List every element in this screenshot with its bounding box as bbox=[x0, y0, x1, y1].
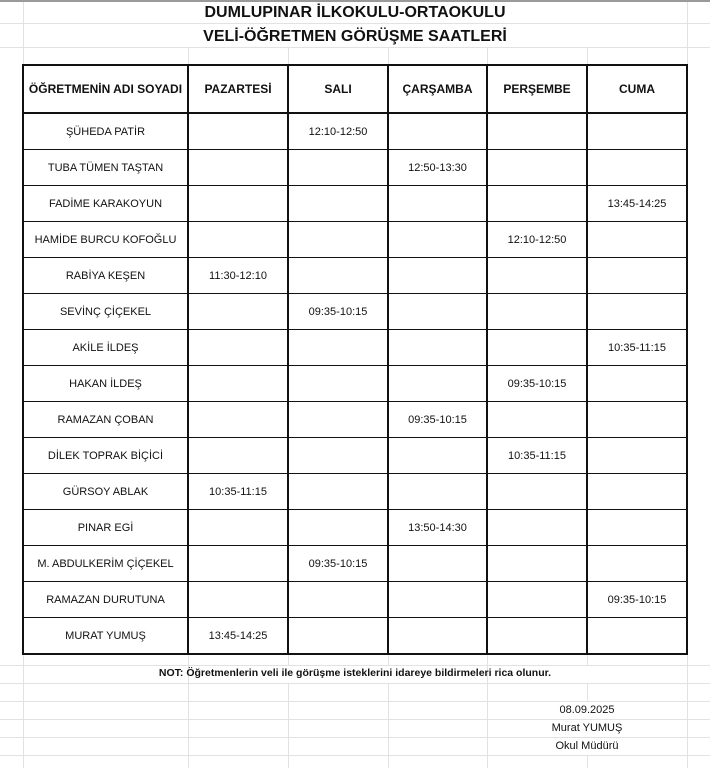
table-row bbox=[23, 113, 687, 150]
gridline bbox=[288, 47, 289, 65]
monday-cell bbox=[188, 438, 288, 474]
tuesday-cell bbox=[288, 510, 388, 546]
tuesday-cell bbox=[288, 402, 388, 438]
thursday-cell bbox=[487, 402, 587, 438]
table-row bbox=[23, 546, 687, 582]
thursday-cell bbox=[487, 330, 587, 366]
tuesday-cell bbox=[288, 186, 388, 222]
table-row bbox=[23, 618, 687, 655]
gridline bbox=[587, 47, 588, 65]
tuesday-cell bbox=[288, 474, 388, 510]
table-row bbox=[23, 294, 687, 330]
monday-cell: 10:35-11:15 bbox=[188, 474, 288, 510]
tuesday-cell: 12:10-12:50 bbox=[288, 113, 388, 150]
teacher-name-cell: ŞÜHEDA PATİR bbox=[23, 113, 188, 150]
friday-cell bbox=[587, 366, 687, 402]
teacher-name-cell: RAMAZAN ÇOBAN bbox=[23, 402, 188, 438]
thursday-cell bbox=[487, 294, 587, 330]
table-row bbox=[23, 258, 687, 294]
wednesday-cell bbox=[388, 186, 487, 222]
friday-cell bbox=[587, 402, 687, 438]
gridline bbox=[0, 719, 710, 720]
friday-cell: 09:35-10:15 bbox=[587, 582, 687, 618]
table-row bbox=[23, 186, 687, 222]
teacher-name-cell: MURAT YUMUŞ bbox=[23, 618, 188, 655]
thursday-cell bbox=[487, 546, 587, 582]
teacher-name-cell: DİLEK TOPRAK BİÇİCİ bbox=[23, 438, 188, 474]
teacher-name-cell: M. ABDULKERİM ÇİÇEKEL bbox=[23, 546, 188, 582]
gridline bbox=[487, 47, 488, 65]
friday-cell bbox=[587, 474, 687, 510]
table-row bbox=[23, 402, 687, 438]
note-text: NOT: Öğretmenlerin veli ile görüşme isteklerini idareye bildirmeleri rica olunur. bbox=[158, 667, 552, 679]
wednesday-cell bbox=[388, 294, 487, 330]
thursday-cell bbox=[487, 113, 587, 150]
monday-cell bbox=[188, 546, 288, 582]
tuesday-cell bbox=[288, 618, 388, 655]
teacher-name-cell: HAKAN İLDEŞ bbox=[23, 366, 188, 402]
monday-cell bbox=[188, 113, 288, 150]
monday-cell bbox=[188, 330, 288, 366]
gridline bbox=[388, 683, 389, 768]
friday-cell bbox=[587, 222, 687, 258]
tuesday-cell bbox=[288, 150, 388, 186]
tuesday-cell: 09:35-10:15 bbox=[288, 294, 388, 330]
top-border bbox=[0, 0, 710, 2]
wednesday-cell bbox=[388, 258, 487, 294]
column-header-wednesday: ÇARŞAMBA bbox=[388, 65, 487, 113]
thursday-cell: 09:35-10:15 bbox=[487, 366, 587, 402]
friday-cell bbox=[587, 258, 687, 294]
thursday-cell bbox=[487, 474, 587, 510]
wednesday-cell: 13:50-14:30 bbox=[388, 510, 487, 546]
thursday-cell bbox=[487, 150, 587, 186]
monday-cell: 11:30-12:10 bbox=[188, 258, 288, 294]
monday-cell bbox=[188, 582, 288, 618]
monday-cell bbox=[188, 294, 288, 330]
gridline bbox=[0, 701, 710, 702]
wednesday-cell bbox=[388, 546, 487, 582]
table-row bbox=[23, 582, 687, 618]
friday-cell bbox=[587, 294, 687, 330]
school-title: DUMLUPINAR İLKOKULU-ORTAOKULU bbox=[204, 4, 506, 21]
gridline bbox=[0, 665, 710, 666]
table-row bbox=[23, 222, 687, 258]
signature-date: 08.09.2025 bbox=[559, 704, 615, 716]
schedule-title: VELİ-ÖĞRETMEN GÖRÜŞME SAATLERİ bbox=[203, 28, 507, 45]
friday-cell bbox=[587, 113, 687, 150]
table-row bbox=[23, 438, 687, 474]
tuesday-cell bbox=[288, 582, 388, 618]
column-header-tuesday: SALI bbox=[288, 65, 388, 113]
column-header-teacher: ÖĞRETMENİN ADI SOYADI bbox=[23, 65, 188, 113]
friday-cell bbox=[587, 150, 687, 186]
monday-cell bbox=[188, 186, 288, 222]
thursday-cell: 10:35-11:15 bbox=[487, 438, 587, 474]
tuesday-cell bbox=[288, 222, 388, 258]
thursday-cell bbox=[487, 258, 587, 294]
column-header-thursday: PERŞEMBE bbox=[487, 65, 587, 113]
gridline bbox=[288, 683, 289, 768]
teacher-name-cell: RAMAZAN DURUTUNA bbox=[23, 582, 188, 618]
table-row bbox=[23, 474, 687, 510]
header-row bbox=[23, 65, 687, 113]
wednesday-cell bbox=[388, 366, 487, 402]
thursday-cell bbox=[487, 618, 587, 655]
gridline bbox=[388, 47, 389, 65]
table-row bbox=[23, 330, 687, 366]
monday-cell bbox=[188, 510, 288, 546]
teacher-name-cell: TUBA TÜMEN TAŞTAN bbox=[23, 150, 188, 186]
table-row bbox=[23, 510, 687, 546]
teacher-name-cell: SEVİNÇ ÇİÇEKEL bbox=[23, 294, 188, 330]
tuesday-cell bbox=[288, 366, 388, 402]
signature-name: Murat YUMUŞ bbox=[551, 722, 623, 734]
wednesday-cell: 12:50-13:30 bbox=[388, 150, 487, 186]
monday-cell bbox=[188, 150, 288, 186]
gridline bbox=[587, 683, 588, 701]
wednesday-cell bbox=[388, 113, 487, 150]
tuesday-cell bbox=[288, 330, 388, 366]
teacher-name-cell: AKİLE İLDEŞ bbox=[23, 330, 188, 366]
wednesday-cell: 09:35-10:15 bbox=[388, 402, 487, 438]
gridline bbox=[0, 23, 710, 24]
thursday-cell bbox=[487, 582, 587, 618]
teacher-name-cell: HAMİDE BURCU KOFOĞLU bbox=[23, 222, 188, 258]
column-header-friday: CUMA bbox=[587, 65, 687, 113]
wednesday-cell bbox=[388, 222, 487, 258]
gridline bbox=[188, 47, 189, 65]
wednesday-cell bbox=[388, 618, 487, 655]
tuesday-cell bbox=[288, 258, 388, 294]
monday-cell bbox=[188, 402, 288, 438]
schedule-table bbox=[22, 64, 688, 655]
teacher-name-cell: FADİME KARAKOYUN bbox=[23, 186, 188, 222]
thursday-cell: 12:10-12:50 bbox=[487, 222, 587, 258]
monday-cell bbox=[188, 366, 288, 402]
friday-cell bbox=[587, 546, 687, 582]
teacher-name-cell: PINAR EGİ bbox=[23, 510, 188, 546]
wednesday-cell bbox=[388, 438, 487, 474]
teacher-name-cell: GÜRSOY ABLAK bbox=[23, 474, 188, 510]
friday-cell: 10:35-11:15 bbox=[587, 330, 687, 366]
monday-cell bbox=[188, 222, 288, 258]
gridline bbox=[0, 47, 710, 48]
friday-cell bbox=[587, 618, 687, 655]
gridline bbox=[0, 683, 710, 684]
thursday-cell bbox=[487, 510, 587, 546]
tuesday-cell: 09:35-10:15 bbox=[288, 546, 388, 582]
thursday-cell bbox=[487, 186, 587, 222]
friday-cell bbox=[587, 438, 687, 474]
gridline bbox=[0, 755, 710, 756]
column-header-monday: PAZARTESİ bbox=[188, 65, 288, 113]
gridline bbox=[587, 755, 588, 768]
gridline bbox=[0, 737, 710, 738]
signature-title: Okul Müdürü bbox=[555, 740, 619, 752]
wednesday-cell bbox=[388, 330, 487, 366]
monday-cell: 13:45-14:25 bbox=[188, 618, 288, 655]
table-row bbox=[23, 150, 687, 186]
teacher-name-cell: RABİYA KEŞEN bbox=[23, 258, 188, 294]
wednesday-cell bbox=[388, 582, 487, 618]
friday-cell: 13:45-14:25 bbox=[587, 186, 687, 222]
tuesday-cell bbox=[288, 438, 388, 474]
friday-cell bbox=[587, 510, 687, 546]
wednesday-cell bbox=[388, 474, 487, 510]
table-row bbox=[23, 366, 687, 402]
